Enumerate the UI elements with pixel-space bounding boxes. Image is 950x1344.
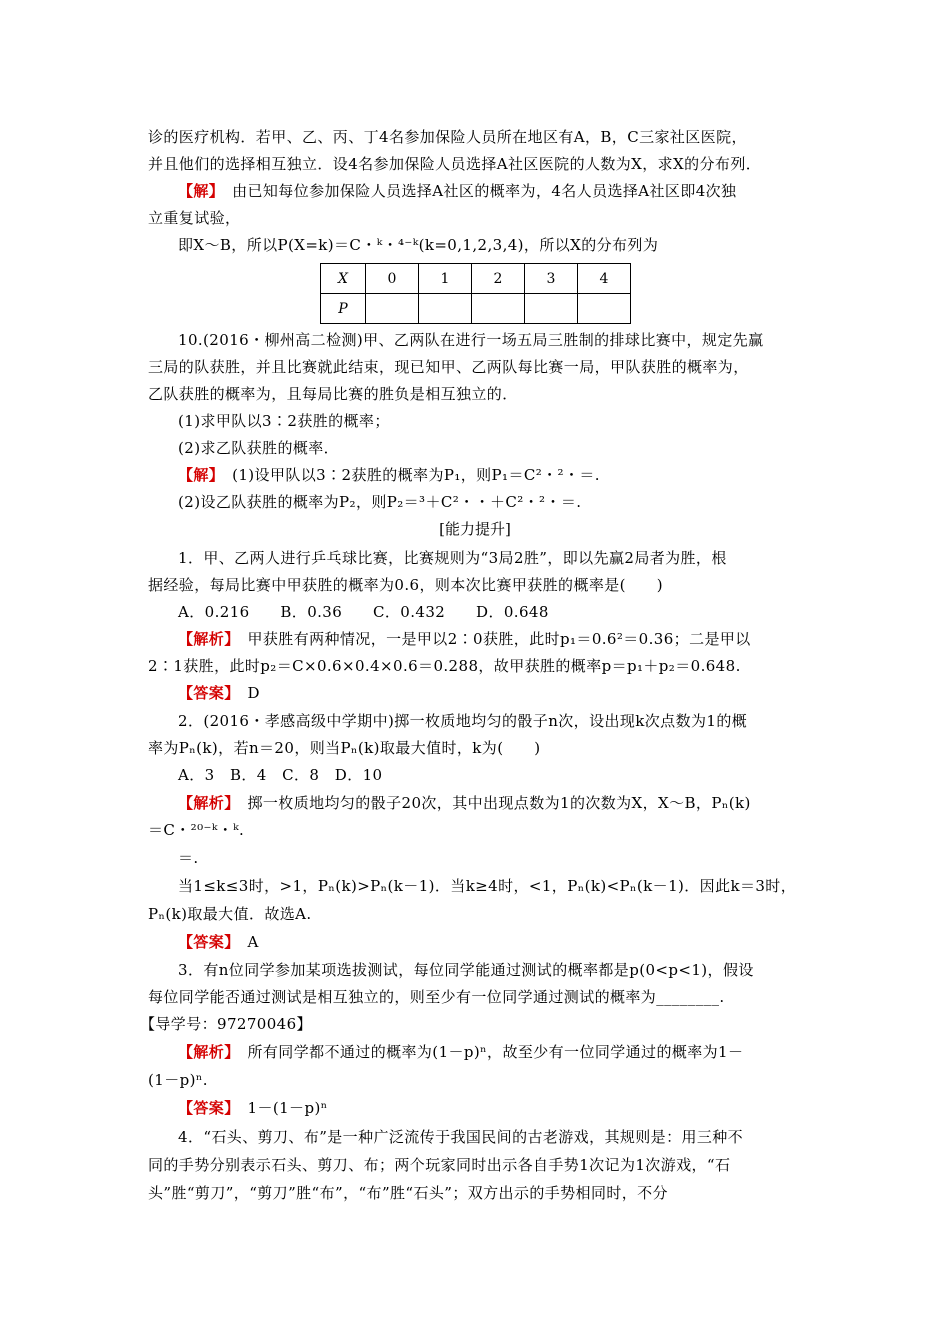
table-cell: [578, 294, 631, 324]
table-row: [321, 264, 631, 294]
text-line: Pₙ(k)取最大值．故选A.: [148, 905, 312, 923]
answer-line: 【答案】 A: [178, 933, 259, 951]
table-header-cell: X: [321, 264, 366, 294]
table-cell: [419, 294, 472, 324]
answer-tag: 【答案】: [178, 933, 233, 951]
text-line: (1－p)ⁿ.: [148, 1071, 208, 1089]
analysis-tag: 【解析】: [178, 1043, 233, 1061]
table-header-cell: P: [321, 294, 366, 324]
solution-line: 【解】 由已知每位参加保险人员选择A社区的概率为，4名人员选择A社区即4次独: [178, 182, 737, 200]
solution-line: 【解】 (1)设甲队以3∶2获胜的概率为P₁，则P₁＝C²・²・＝.: [178, 466, 600, 484]
problem-line: 10.(2016・柳州高二检测)甲、乙两队在进行一场五局三胜制的排球比赛中，规定先赢: [178, 331, 764, 349]
table-cell: 4: [578, 264, 631, 294]
choices-line: A．3 B．4 C．8 D．10: [178, 766, 383, 784]
answer-tag: 【答案】: [178, 684, 233, 702]
text-line: 诊的医疗机构．若甲、乙、丙、丁4名参加保险人员所在地区有A，B，C三家社区医院，: [148, 128, 747, 146]
text-line: 乙队获胜的概率为，且每局比赛的胜负是相互独立的．: [148, 385, 518, 403]
text-line: 2∶1获胜，此时p₂＝C×0.6×0.4×0.6＝0.288，故甲获胜的概率p＝p₁＋p₂＝0.648.: [148, 657, 741, 675]
section-heading: [能力提升]: [439, 520, 511, 538]
text-line: 率为Pₙ(k)，若n＝20，则当Pₙ(k)取最大值时，k为( ): [148, 739, 541, 757]
solution-tag: 【解】: [178, 182, 217, 200]
problem-line: 3．有n位同学参加某项选拔测试，每位同学能通过测试的概率都是p(0<p<1)，假设: [178, 961, 754, 979]
text-line: 头”胜“剪刀”，“剪刀”胜“布”，“布”胜“石头”；双方出示的手势相同时，不分: [148, 1184, 668, 1202]
analysis-line: 【解析】 甲获胜有两种情况，一是甲以2∶0获胜，此时p₁＝0.6²＝0.36；二是甲以: [178, 630, 751, 648]
problem-line: 4．“石头、剪刀、布”是一种广泛流传于我国民间的古老游戏，其规则是：用三种不: [178, 1128, 744, 1146]
table-cell: 2: [472, 264, 525, 294]
table-cell: [472, 294, 525, 324]
text-line: 据经验，每局比赛中甲获胜的概率为0.6，则本次比赛甲获胜的概率是( ): [148, 576, 663, 594]
analysis-line: 【解析】 所有同学都不通过的概率为(1－p)ⁿ，故至少有一位同学通过的概率为1－: [178, 1043, 744, 1061]
choices-line: A．0.216 B．0.36 C．0.432 D．0.648: [178, 603, 549, 621]
table-cell: 0: [366, 264, 419, 294]
text-line: (2)设乙队获胜的概率为P₂，则P₂＝³＋C²・・＋C²・²・＝.: [178, 493, 582, 511]
text-line: (1)求甲队以3∶2获胜的概率；: [178, 412, 390, 430]
table-cell: [366, 294, 419, 324]
table-cell: [525, 294, 578, 324]
analysis-tag: 【解析】: [178, 794, 233, 812]
problem-line: 2．(2016・孝感高级中学期中)掷一枚质地均匀的骰子n次，设出现k次点数为1的概: [178, 712, 748, 730]
analysis-tag: 【解析】: [178, 630, 233, 648]
table-cell: 3: [525, 264, 578, 294]
solution-tag: 【解】: [178, 466, 217, 484]
analysis-line: 【解析】 掷一枚质地均匀的骰子20次，其中出现点数为1的次数为X，X～B，Pₙ(k): [178, 794, 751, 812]
text-line: 每位同学能否通过测试是相互独立的，则至少有一位同学通过测试的概率为________.: [148, 988, 725, 1006]
text-line: ＝C・²⁰⁻ᵏ・ᵏ.: [148, 821, 245, 839]
text-line: 当1≤k≤3时，>1，Pₙ(k)>Pₙ(k－1)．当k≥4时，<1，Pₙ(k)<Pₙ(k－1)．因此k＝3时，: [178, 877, 797, 895]
reference-number: 【导学号：97270046】: [140, 1015, 312, 1033]
text-line: 即X～B，所以P(X=k)＝C・ᵏ・⁴⁻ᵏ(k=0,1,2,3,4)，所以X的分布列为: [178, 236, 659, 254]
table-cell: 1: [419, 264, 472, 294]
answer-line: 【答案】 1－(1－p)ⁿ: [178, 1099, 328, 1117]
text-line: (2)求乙队获胜的概率．: [178, 439, 340, 457]
text-line: 并且他们的选择相互独立．设4名参加保险人员选择A社区医院的人数为X，求X的分布列．: [148, 155, 762, 173]
answer-line: 【答案】 D: [178, 684, 260, 702]
text-line: 三局的队获胜，并且比赛就此结束，现已知甲、乙两队每比赛一局，甲队获胜的概率为，: [148, 358, 749, 376]
table-row: [321, 294, 631, 324]
distribution-table: [320, 263, 631, 324]
text-line: ＝.: [178, 849, 199, 867]
text-line: 立重复试验，: [148, 209, 241, 227]
problem-line: 1．甲、乙两人进行乒乓球比赛，比赛规则为“3局2胜”，即以先赢2局者为胜，根: [178, 549, 727, 567]
answer-tag: 【答案】: [178, 1099, 233, 1117]
text-line: 同的手势分别表示石头、剪刀、布；两个玩家同时出示各自手势1次记为1次游戏，“石: [148, 1156, 731, 1174]
